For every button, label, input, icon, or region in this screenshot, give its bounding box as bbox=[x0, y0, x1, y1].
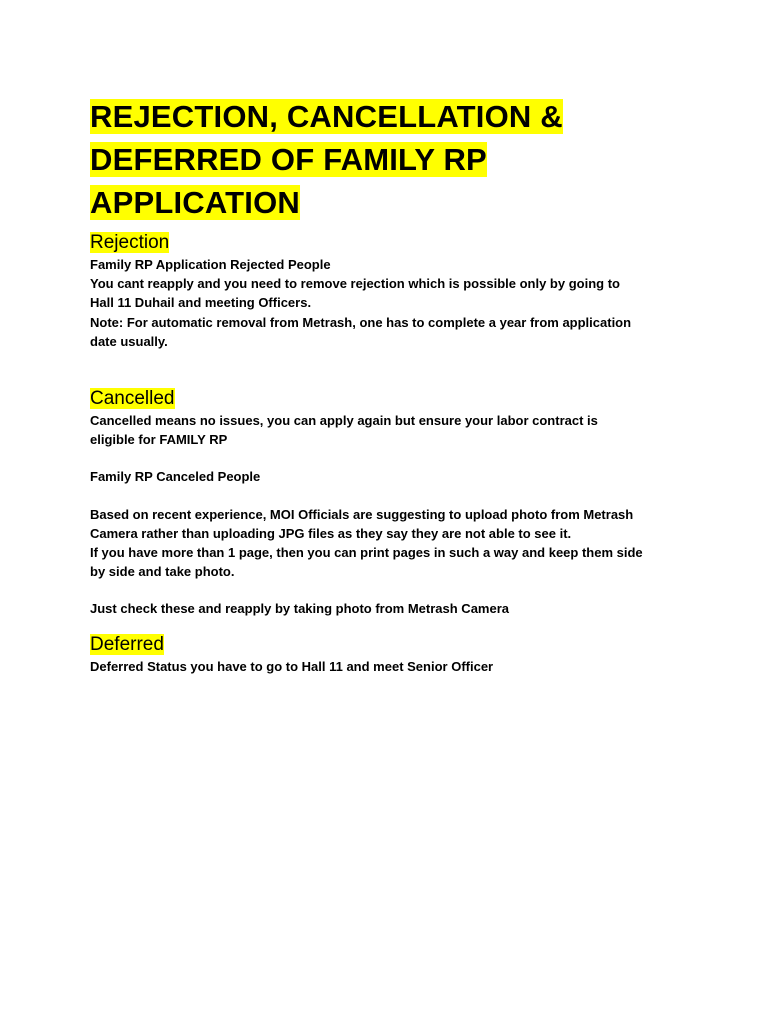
document-title bbox=[90, 95, 690, 224]
title-line-1 bbox=[90, 95, 690, 138]
rejection-line-2: You cant reapply and you need to remove rejection which is possible only by going to bbox=[90, 276, 620, 292]
section-rejection bbox=[90, 231, 690, 351]
rejection-line-1: Family RP Application Rejected People bbox=[90, 257, 331, 272]
title-line-1-text: REJECTION, CANCELLATION & bbox=[90, 99, 563, 134]
rejection-line-3: Hall 11 Duhail and meeting Officers. bbox=[90, 295, 312, 311]
cancelled-line-3: Family RP Canceled People bbox=[90, 469, 261, 485]
cancelled-heading bbox=[90, 387, 690, 411]
deferred-line-1: Deferred Status you have to go to Hall 11 and meet Senior Officer bbox=[90, 658, 494, 674]
paragraph-spacer bbox=[90, 449, 690, 467]
title-line-2 bbox=[90, 138, 690, 181]
section-deferred bbox=[90, 633, 690, 676]
deferred-heading bbox=[90, 633, 690, 657]
section-cancelled bbox=[90, 387, 690, 619]
rejection-heading-text: Rejection bbox=[90, 232, 170, 253]
title-line-3-text: APPLICATION bbox=[90, 185, 301, 220]
deferred-heading-text: Deferred bbox=[90, 633, 164, 655]
cancelled-line-1: Cancelled means no issues, you can apply again but ensure your labor contract is bbox=[90, 413, 598, 429]
paragraph-spacer bbox=[90, 581, 690, 599]
title-line-3 bbox=[90, 181, 690, 224]
rejection-line-5: date usually. bbox=[90, 333, 168, 349]
paragraph-spacer bbox=[90, 487, 690, 505]
rejection-line-4: Note: For automatic removal from Metrash, one has to complete a year from application bbox=[90, 314, 632, 330]
cancelled-line-8: Just check these and reapply by taking photo from Metrash Camera bbox=[90, 601, 510, 617]
document-page bbox=[90, 95, 690, 676]
cancelled-line-5: Camera rather than uploading JPG files as they say they are not able to see it. bbox=[90, 525, 572, 541]
cancelled-line-4: Based on recent experience, MOI Officials are suggesting to upload photo from Metrash bbox=[90, 506, 634, 522]
cancelled-heading-text: Cancelled bbox=[90, 388, 175, 410]
cancelled-line-7: by side and take photo. bbox=[90, 564, 235, 580]
rejection-heading bbox=[90, 231, 690, 255]
cancelled-line-6: If you have more than 1 page, then you can print pages in such a way and keep them side bbox=[90, 545, 643, 561]
title-line-2-text: DEFERRED OF FAMILY RP bbox=[90, 142, 487, 177]
cancelled-line-2: eligible for FAMILY RP bbox=[90, 432, 228, 448]
